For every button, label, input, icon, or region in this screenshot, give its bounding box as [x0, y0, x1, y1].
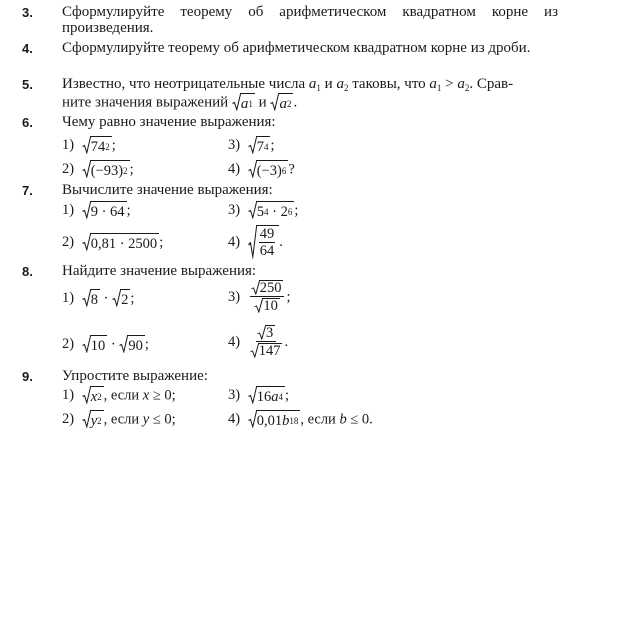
- answer-option: 1) 74 2 ;: [62, 137, 116, 155]
- answer-option: 2) 10 · 90 ;: [62, 336, 149, 354]
- sqrt-expression: 147: [250, 343, 283, 359]
- sqrt-expression: 2: [112, 289, 130, 309]
- answer-option: 4) $\frac{3}{147}$ .: [228, 325, 289, 359]
- answer-option: 3) 16 a 4 ;: [228, 387, 289, 405]
- answer-option: 2) (−93) 2 ;: [62, 161, 134, 179]
- answer-option: 1) 8 · 2 ;: [62, 290, 135, 308]
- sqrt-expression: 74 2: [82, 136, 112, 156]
- answer-option: 3) $\frac{250}{10}$ ;: [228, 280, 291, 314]
- answer-option: 1) x 2 , если x ≥ 0;: [62, 387, 176, 405]
- question-text: Упростите выражение:: [62, 368, 208, 384]
- answer-option: 4) $\frac{49}{64}$ .: [228, 226, 283, 259]
- answer-option: 3) 7 4 ;: [228, 137, 275, 155]
- question-text: Сформулируйте теорему об арифметическом квадратном корне из дроби.: [62, 40, 531, 56]
- question-number: 5.: [22, 77, 33, 92]
- question-text: Известно, что неотрицательные числа $a_1$ и $a_2$ таковы, что $a_1 > a_2$. Срав- ните значения выражений a 1 и a 2 .: [62, 76, 514, 112]
- sqrt-fraction: [248, 225, 280, 259]
- sqrt-expression: 10: [254, 298, 280, 314]
- sqrt-expression: 5 4 · 2 6: [248, 201, 295, 221]
- fraction: [250, 280, 285, 314]
- sqrt-expression: a 2: [270, 93, 293, 113]
- sqrt-expression: (−93) 2: [82, 160, 130, 180]
- fraction: $\frac{49}{64}$: [259, 226, 275, 259]
- question-number: 8.: [22, 264, 33, 279]
- sqrt-expression: (−3) 6: [248, 160, 289, 180]
- answer-option: 4) (−3) 6 ?: [228, 161, 295, 179]
- sqrt-expression: 0,01 b 18: [248, 410, 301, 430]
- question-text: Найдите значение выражения:: [62, 263, 257, 279]
- fraction: [250, 325, 283, 359]
- sqrt-expression: 7 4: [248, 136, 271, 156]
- question-number: 3.: [22, 5, 33, 20]
- answer-option: 4) 0,01 b 18 , если b ≤ 0.: [228, 411, 373, 429]
- sqrt-expression: 8: [82, 289, 100, 309]
- question-text: Вычислите значение выражения:: [62, 182, 273, 198]
- answer-option: 1) 9 · 64 ;: [62, 202, 131, 220]
- sqrt-expression: 0,81 · 2500: [82, 233, 159, 253]
- sqrt-expression: x 2: [82, 386, 104, 406]
- question-number: 4.: [22, 41, 33, 56]
- question-number: 7.: [22, 183, 33, 198]
- sqrt-expression: y 2: [82, 410, 104, 430]
- sqrt-expression: 16 a 4: [248, 386, 285, 406]
- answer-option: 2) y 2 , если y ≤ 0;: [62, 411, 176, 429]
- answer-option: 3) 5 4 · 2 6 ;: [228, 202, 299, 220]
- sqrt-expression: 90: [119, 335, 145, 355]
- question-number: 6.: [22, 115, 33, 130]
- question-text: Чему равно значение выражения:: [62, 114, 276, 130]
- sqrt-expression: a 1: [232, 93, 255, 113]
- sqrt-expression: 3: [257, 325, 275, 341]
- answer-option: 2) 0,81 · 2500 ;: [62, 234, 164, 252]
- question-number: 9.: [22, 369, 33, 384]
- question-text: Сформулируйте теорему об арифметическом квадратном корне из произведения.: [62, 4, 558, 36]
- sqrt-expression: 10: [82, 335, 108, 355]
- sqrt-expression: 250: [251, 280, 284, 296]
- sqrt-expression: 9 · 64: [82, 201, 127, 221]
